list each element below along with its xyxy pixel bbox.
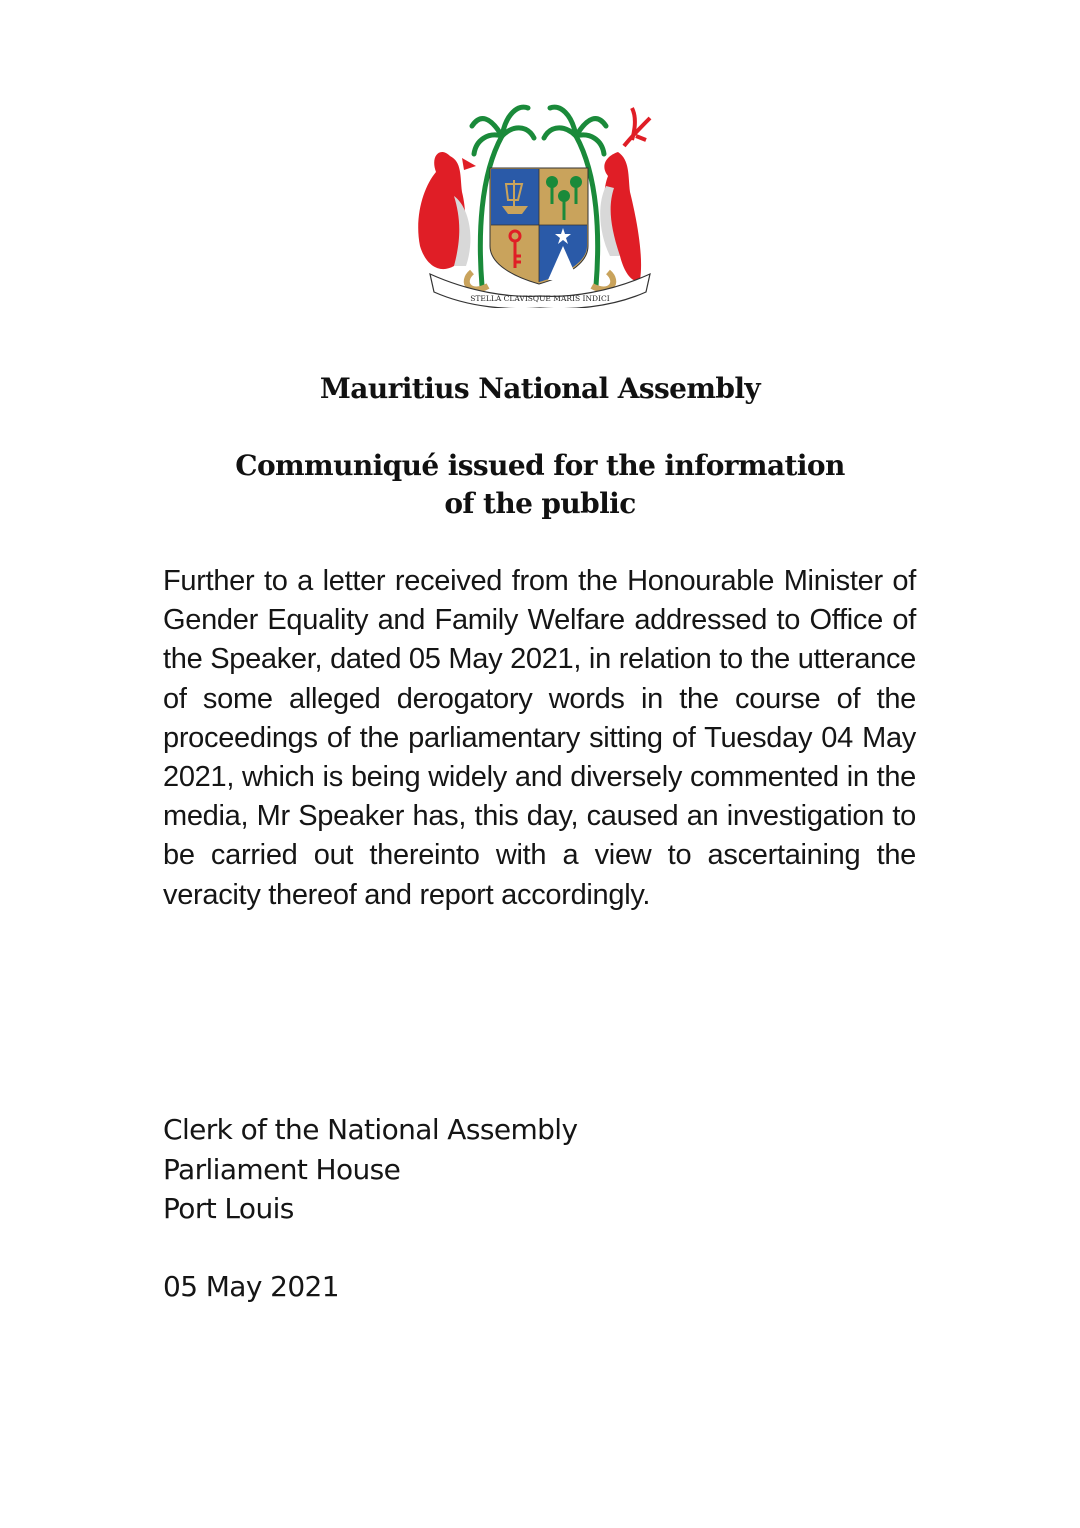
signature-building: Parliament House [163, 1152, 401, 1186]
signature-block [163, 1110, 577, 1229]
communique-title-line-1: Communiqué issued for the information [235, 449, 845, 482]
crest-motto-text: STELLA CLAVISQUE MARIS INDICI [470, 294, 610, 303]
issue-date: 05 May 2021 [163, 1270, 339, 1303]
communique-title [0, 447, 1080, 523]
institution-heading: Mauritius National Assembly [319, 372, 761, 405]
communique-title-line-2: of the public [444, 487, 636, 520]
signature-title: Clerk of the National Assembly [163, 1113, 578, 1146]
coat-of-arms-icon [410, 96, 670, 308]
signature-city: Port Louis [163, 1192, 294, 1225]
communique-body-paragraph: Further to a letter received from the Honourable Minister of Gender Equality and Family Welfare addressed to Office of the Speaker, dated 05 May 2021, in relation to the utterance of some alleged derogatory words in the course of the proceedings of the parliamentary sitting of Tuesday 04 May 2021, which is being widely and diversely commented in the media, Mr Speaker has, this day, caused an investigation to be carried out thereinto with a view to ascertaining the veracity thereof and report accordingly. [163, 565, 916, 911]
